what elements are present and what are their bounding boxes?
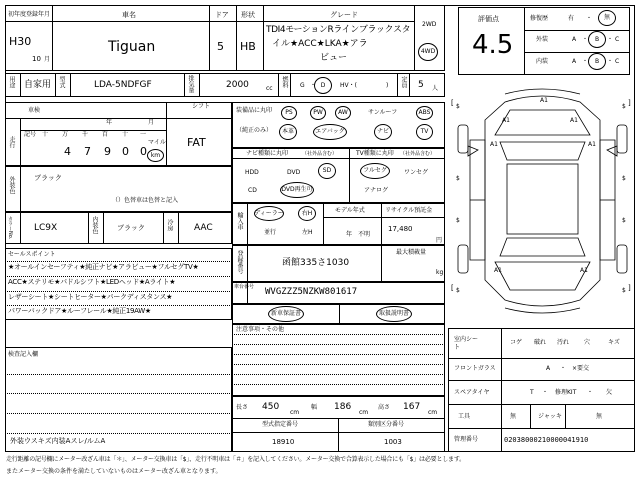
score-value: 4.5 bbox=[472, 30, 514, 60]
mgmt-number-label: 管理番号 bbox=[454, 436, 479, 443]
vin-value: WVGZZZ5NZKW801617 bbox=[265, 287, 358, 297]
shift-label: シフト bbox=[192, 103, 211, 110]
inspection-year: 年 bbox=[106, 119, 113, 126]
reg-year: H30 bbox=[9, 35, 32, 48]
ac-label: 冷房 bbox=[166, 219, 173, 231]
score-label: 評価点 bbox=[478, 15, 499, 23]
interior-color-value: ブラック bbox=[117, 224, 145, 232]
mgmt-number-value: 0203800021000004191​0 bbox=[504, 436, 589, 444]
inspector-label: 検査記入欄 bbox=[8, 351, 39, 358]
import-dealer-circle: ディーラー bbox=[254, 206, 284, 221]
damage-label-rear-left: A1 bbox=[494, 267, 502, 274]
footer-note-1: 走行距離の記号欄にメーター改ざん車は「＊」、メーター交換車は「$」、走行不明車は「＃」を記入してください。メーター交換で合算表示した場合にも「$」は必要とします。 bbox=[6, 456, 465, 463]
equipment-label: 装備品に丸印 bbox=[236, 107, 273, 114]
sales-points-label: セールスポイント bbox=[8, 251, 56, 258]
category-value: 1003 bbox=[384, 438, 402, 446]
remarks-label: 注意事項・その他 bbox=[236, 326, 285, 333]
recycle-unit: 円 bbox=[436, 237, 443, 244]
odometer-digit: 7 bbox=[84, 145, 91, 158]
color-change-note: （）色替車は色替と記入 bbox=[112, 197, 179, 204]
equip-pw-circle: PW bbox=[310, 106, 326, 120]
sales-point-1: ★オールインセーフティ★純正ナビ★アラビュー★フルセグTV★ bbox=[8, 263, 199, 271]
width-label: 幅 bbox=[311, 404, 318, 411]
manual-circle: 取扱説明書 bbox=[376, 306, 412, 322]
vin-label: 車台番号 bbox=[234, 284, 255, 290]
color-block bbox=[5, 166, 232, 212]
odometer-unit: 十 bbox=[122, 131, 129, 138]
odometer-unit: 記号 bbox=[24, 131, 37, 138]
damage-label-front: A1 bbox=[540, 97, 548, 104]
warranty-circle: 新車保証書 bbox=[268, 306, 304, 322]
grade-line-2: イル★ACC★LKA★アラ bbox=[272, 39, 368, 49]
sales-point-4: パワーバックドア★ルーフレール★純正19AW★ bbox=[8, 307, 151, 315]
km-unit-circle: km bbox=[147, 149, 164, 162]
length-label: 長さ bbox=[236, 404, 249, 411]
tools-label: 工具 bbox=[458, 413, 471, 420]
plate-value: 函館335さ1030 bbox=[282, 258, 350, 268]
capacity-value: 5 bbox=[418, 80, 424, 90]
disp-value: 2000 bbox=[226, 80, 249, 90]
damage-label-hood-right: A1 bbox=[570, 117, 578, 124]
import-right-hand-circle: 右H bbox=[298, 206, 316, 221]
shift-value: FAT bbox=[187, 136, 206, 149]
capacity-label: 定員 bbox=[400, 76, 407, 88]
type-designation-label: 型式指定番号 bbox=[262, 421, 299, 428]
repair-label: 修復歴 bbox=[530, 15, 549, 22]
odometer-digit: 0 bbox=[122, 145, 129, 158]
navi-dvd-playback-circle: DVD再生可 bbox=[280, 182, 314, 198]
odometer-digit: 9 bbox=[104, 145, 111, 158]
grade-line-1: TDI4モーションRラインブラックスタ bbox=[266, 25, 411, 35]
category-label: 類別区分番号 bbox=[368, 421, 405, 428]
type-label: 型式 bbox=[58, 76, 65, 88]
length-value: 450 bbox=[262, 402, 280, 412]
jack-label: ジャッキ bbox=[538, 413, 562, 420]
damage-label-hood-left: A1 bbox=[502, 117, 510, 124]
sales-point-2: ACC★ステリモ★パドルシフト★LEDヘッド★Aライト★ bbox=[8, 278, 176, 286]
model-label: 車名 bbox=[122, 11, 136, 19]
capacity-unit: 人 bbox=[432, 85, 439, 92]
exterior-label: 外装 bbox=[536, 36, 549, 43]
shape-value: HB bbox=[240, 40, 256, 53]
reg-date-label: 初年度登録年月 bbox=[8, 11, 51, 18]
equip-navi-circle: ナビ bbox=[374, 124, 392, 140]
inspector-note: 外装ウスキズ内装Aスレ/ルムA bbox=[10, 437, 106, 445]
height-value: 167 bbox=[403, 402, 421, 412]
use-value: 自家用 bbox=[24, 80, 52, 90]
equipment-sub: （純正のみ） bbox=[236, 127, 273, 134]
exterior-grade-circle: B bbox=[588, 31, 606, 48]
color-code-label: カラーNo. bbox=[7, 216, 13, 240]
reg-month: 10 bbox=[32, 55, 41, 63]
type-value: LDA-5NDFGF bbox=[94, 80, 152, 90]
equip-tv-circle: TV bbox=[416, 124, 433, 140]
odometer-unit: 万 bbox=[62, 131, 69, 138]
odometer-digit: 0 bbox=[140, 145, 147, 158]
model-name: Tiguan bbox=[108, 39, 156, 55]
mile-label: マイル bbox=[148, 139, 166, 146]
odometer-unit: 百 bbox=[102, 131, 109, 138]
navi-hdd: HDD bbox=[245, 169, 259, 176]
equip-leather-circle: 本革 bbox=[279, 124, 297, 140]
drive-2wd: 2WD bbox=[422, 21, 437, 28]
door-label: ドア bbox=[215, 11, 229, 19]
grade-line-3: ビュー bbox=[320, 53, 348, 63]
navi-cd: CD bbox=[248, 187, 257, 194]
tv-oneseg: ワンセグ bbox=[404, 169, 429, 176]
equip-sunroof: サンルーフ bbox=[368, 109, 398, 116]
import-left-hand: 左H bbox=[302, 229, 313, 236]
repair-yes: 有 bbox=[568, 15, 575, 22]
inspection-label: 車検 bbox=[28, 107, 41, 114]
navi-sd-circle: SD bbox=[318, 163, 336, 179]
front-glass-label: フロントガラス bbox=[454, 365, 496, 372]
max-load-label: 最大積載量 bbox=[396, 249, 427, 256]
ac-value: AAC bbox=[194, 223, 213, 233]
tv-fullseg-circle: フルセグ bbox=[360, 163, 390, 179]
seat-label: 室内シート bbox=[454, 336, 479, 351]
door-count: 5 bbox=[217, 40, 224, 53]
damage-label-right: A1 bbox=[588, 141, 596, 148]
width-value: 186 bbox=[334, 402, 352, 412]
recycle-value: 17,480 bbox=[388, 225, 413, 233]
equip-abs-circle: ABS bbox=[416, 106, 433, 120]
disp-unit: cc bbox=[266, 85, 273, 92]
run-label: 走行 bbox=[8, 136, 15, 148]
tv-type-label: TV種類に丸印 bbox=[356, 150, 394, 157]
equip-airbag-circle: エアバック bbox=[313, 124, 347, 140]
grade-label: グレード bbox=[330, 11, 358, 19]
equip-ps-circle: PS bbox=[281, 106, 297, 120]
recycle-label: リサイクル預託金 bbox=[385, 207, 433, 214]
odometer-unit: 千 bbox=[82, 131, 89, 138]
equip-aw-circle: AW bbox=[335, 106, 351, 120]
tools-value: 無 bbox=[510, 413, 517, 420]
import-label: 輸入車 bbox=[236, 212, 243, 230]
interior-color-label: 内装色 bbox=[91, 216, 98, 234]
exterior-color-label: 外装色 bbox=[8, 176, 15, 194]
jack-value: 無 bbox=[596, 413, 603, 420]
car-diagram: A1 A1 A1 A1 A1 A1 A1 [ ] [ ] $ $ $ $ $ $ $ $ bbox=[450, 80, 635, 320]
max-load-unit: kg bbox=[436, 269, 444, 276]
navi-type-label: ナビ種類に丸印 bbox=[246, 150, 289, 157]
use-label: 用途 bbox=[8, 76, 15, 88]
tv-analog: アナログ bbox=[364, 187, 389, 194]
odometer-unit: 一 bbox=[140, 131, 147, 138]
repair-no-circle: 無 bbox=[598, 10, 616, 26]
color-code-value: LC9X bbox=[34, 223, 58, 233]
exterior-color-value: ブラック bbox=[34, 174, 62, 182]
disp-label: 排気量 bbox=[187, 75, 194, 93]
odometer-digit: 4 bbox=[64, 145, 71, 158]
damage-label-left: A1 bbox=[490, 141, 498, 148]
fuel-diesel-circle: D bbox=[314, 77, 332, 94]
height-label: 高さ bbox=[378, 404, 391, 411]
car-body-outline bbox=[450, 80, 635, 320]
shape-label: 形状 bbox=[241, 11, 255, 19]
reg-month-unit: 月 bbox=[44, 56, 51, 63]
drive-4wd-circle: 4WD bbox=[418, 43, 438, 61]
import-parallel: 並行 bbox=[264, 229, 277, 236]
navi-dvd: DVD bbox=[287, 169, 301, 176]
model-year-value: 年 不明 bbox=[346, 231, 371, 238]
damage-label-rear-right: A1 bbox=[580, 267, 588, 274]
inspection-month: 月 bbox=[148, 119, 155, 126]
spare-tire-label: スペアタイヤ bbox=[454, 389, 490, 396]
fuel-label: 燃料 bbox=[281, 76, 288, 88]
model-year-label: モデル年式 bbox=[335, 207, 365, 214]
row-use bbox=[5, 73, 445, 97]
plate-label: 登録番号 bbox=[236, 250, 243, 274]
interior-grade-circle: B bbox=[588, 53, 606, 70]
sales-point-3: レザーシート★シートヒーター★パークディスタンス★ bbox=[8, 293, 173, 301]
odometer-unit: 十 bbox=[42, 131, 49, 138]
footer-note-2: またメーター交換の条件を満たしていないものはメーター改ざん車となります。 bbox=[6, 468, 222, 475]
type-designation-value: 18910 bbox=[272, 438, 295, 446]
interior-label: 内装 bbox=[536, 58, 549, 65]
